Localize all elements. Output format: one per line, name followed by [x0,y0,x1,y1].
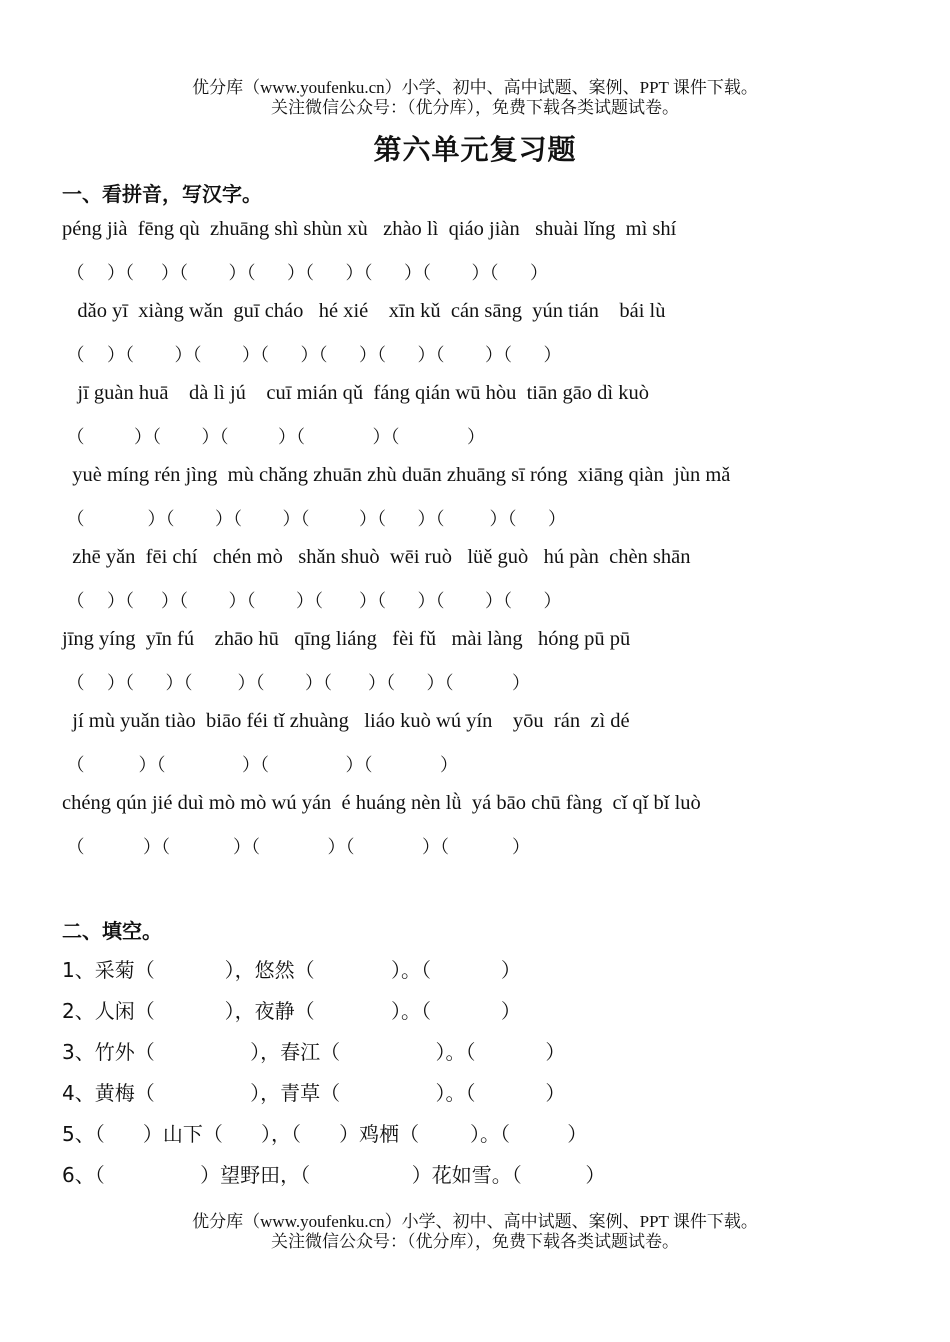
pinyin-row: jī guàn huā dà lì jú cuī mián qǔ fáng qián wū hòu tiān gāo dì kuò [62,382,649,404]
section2-heading: 二、填空。 [62,919,162,943]
fill-item: 4、黄梅（ ），青草（ ）。（ ） [62,1081,566,1105]
pinyin-row: chéng qún jié duì mò mò wú yán é huáng nèn lǜ yá bāo chū fàng cǐ qǐ bǐ luò [62,792,701,814]
answer-blanks-row: （ ）（ ）（ ）（ ）（ ） [62,837,530,857]
pinyin-row: péng jià fēng qù zhuāng shì shùn xù zhào lì qiáo jiàn shuài lǐng mì shí [62,218,677,240]
pinyin-row: yuè míng rén jìng mù chǎng zhuān zhù duān zhuāng sī róng xiāng qiàn jùn mǎ [62,464,731,486]
answer-blanks-row: （ ）（ ）（ ）（ ）（ ）（ ）（ ）（ ） [62,263,548,283]
answer-blanks-row: （ ）（ ）（ ）（ ）（ ） [62,427,485,447]
footer-wechat-line: 关注微信公众号：（优分库），免费下载各类试题试卷。 [271,1232,679,1251]
answer-blanks-row: （ ）（ ）（ ）（ ）（ ）（ ）（ ） [62,673,530,693]
pinyin-row: jí mù yuǎn tiào biāo féi tǐ zhuàng liáo kuò wú yín yōu rán zì dé [62,710,630,732]
fill-item: 2、人闲（ ），夜静（ ）。（ ） [62,999,521,1023]
answer-blanks-row: （ ）（ ）（ ）（ ）（ ）（ ）（ ）（ ） [62,591,562,611]
section1-heading: 一、看拼音，写汉字。 [62,182,262,206]
answer-blanks-row: （ ）（ ）（ ）（ ）（ ）（ ）（ ）（ ） [62,345,562,365]
footer-site-line: 优分库（www.youfenku.cn）小学、初中、高中试题、案例、PPT 课件下载。 [192,1212,758,1231]
fill-item: 6、（ ）望野田，（ ）花如雪。（ ） [62,1163,606,1187]
answer-blanks-row: （ ）（ ）（ ）（ ） [62,755,458,775]
fill-item: 5、（ ）山下（ ），（ ）鸡栖（ ）。（ ） [62,1122,588,1146]
fill-item: 3、竹外（ ），春江（ ）。（ ） [62,1040,566,1064]
header-site-line: 优分库（www.youfenku.cn）小学、初中、高中试题、案例、PPT 课件下载。 [192,78,758,97]
pinyin-row: jīng yíng yīn fú zhāo hū qīng liáng fèi fǔ mài làng hóng pū pū [62,628,631,650]
pinyin-row: zhē yǎn fēi chí chén mò shǎn shuò wēi ruò lüě guò hú pàn chèn shān [62,546,691,568]
header-wechat-line: 关注微信公众号：（优分库），免费下载各类试题试卷。 [271,98,679,117]
page-title: 第六单元复习题 [373,133,577,166]
fill-item: 1、采菊（ ），悠然（ ）。（ ） [62,958,521,982]
pinyin-row: dǎo yī xiàng wǎn guī cháo hé xié xīn kǔ cán sāng yún tián bái lù [62,300,666,322]
answer-blanks-row: （ ）（ ）（ ）（ ）（ ）（ ）（ ） [62,509,566,529]
